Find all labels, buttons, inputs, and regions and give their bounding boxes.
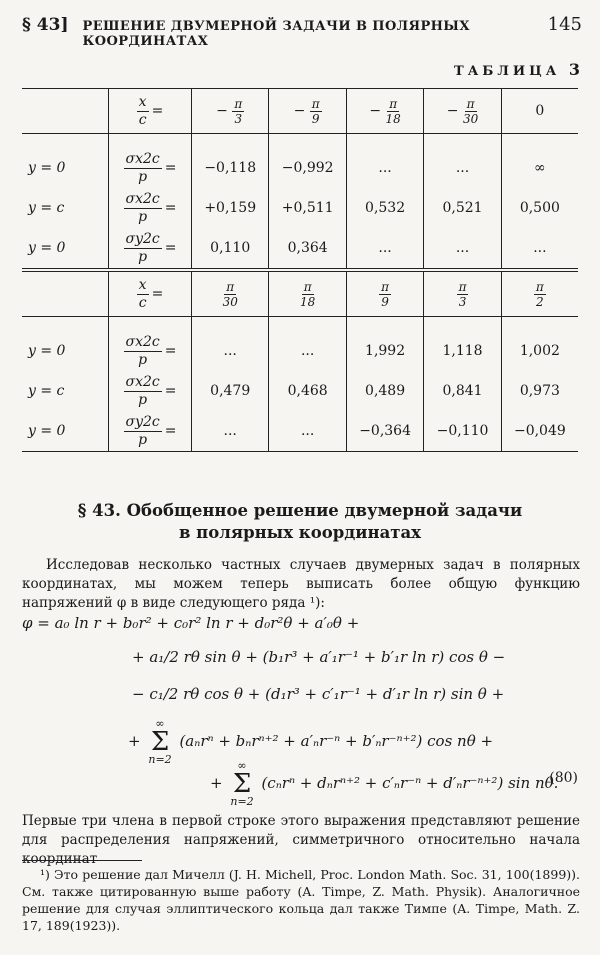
row-ratio-label: $\frac{\sigma x2c}{p}$ = <box>109 371 192 411</box>
stress-ratio-fraction: $\frac{\sigma y2c}{p}$ <box>125 413 160 448</box>
header-cell <box>501 89 578 134</box>
table-cell: 0,468 <box>269 371 346 411</box>
table-cell: ... <box>424 148 501 188</box>
equation-line-5: (cₙrⁿ + dₙrⁿ⁺² + c′ₙr⁻ⁿ + d′ₙr⁻ⁿ⁺²) sin nθ. <box>261 774 559 792</box>
paragraph-body: Первые три члена в первой строке этого выражения представляют решение для распределения напряжений, симметричного относительно начала координат <box>22 813 580 867</box>
equation-line-1: φ = a₀ ln r + b₀r² + c₀r² ln r + d₀r²θ + a′₀θ + <box>22 614 360 632</box>
table-cell: −0,364 <box>346 411 423 452</box>
column-header-value <box>379 279 391 309</box>
column-fraction: $\frac{\pi}{30}$ <box>222 279 238 309</box>
stress-ratio-fraction: $\frac{\sigma x2c}{p}$ <box>125 373 160 408</box>
table-row <box>22 371 578 411</box>
table-spacer-row <box>22 317 578 332</box>
section-title-line2: в полярных координатах <box>178 523 422 542</box>
table-cell: ... <box>346 148 423 188</box>
row-y-label: y = 0 <box>28 160 66 176</box>
footnote-rule <box>22 860 142 861</box>
equation-line-3: − c₁/2 rθ cos θ + (d₁r³ + c′₁r⁻¹ + d′₁r ln r) sin θ + <box>132 685 505 703</box>
table-cell: 0,364 <box>269 228 346 270</box>
table-cell: ... <box>192 411 269 452</box>
header-title: РЕШЕНИЕ ДВУМЕРНОЙ ЗАДАЧИ В ПОЛЯРНЫХ КООРДИНАТАХ <box>82 19 470 49</box>
column-header-value: − $\frac{\pi}{30}$ <box>446 96 479 126</box>
table-cell: −0,049 <box>501 411 578 452</box>
sum-symbol-1: ∞ Σ n=2 <box>148 717 172 766</box>
table-cell: ∞ <box>501 148 578 188</box>
table-cell: −0,110 <box>424 411 501 452</box>
table-cell: ... <box>424 228 501 270</box>
table-row <box>22 148 578 188</box>
row-ratio-label: $\frac{\sigma x2c}{p}$ = <box>109 331 192 371</box>
table-row <box>22 411 578 452</box>
stress-ratio-fraction: $\frac{\sigma x2c}{p}$ <box>125 333 160 368</box>
row-ratio-label: $\frac{\sigma x2c}{p}$ = <box>109 148 192 188</box>
page-number: 145 <box>547 14 582 35</box>
header-ratio-cell: $\frac{x}{c}$ = <box>109 270 192 317</box>
row-y-label: y = 0 <box>28 343 66 359</box>
column-fraction: $\frac{\pi}{18}$ <box>300 279 316 309</box>
page-header <box>22 14 582 49</box>
table-row <box>22 188 578 228</box>
row-ratio-label: $\frac{\sigma x2c}{p}$ = <box>109 188 192 228</box>
table-cell: ... <box>346 228 423 270</box>
stress-ratio-fraction: $\frac{\sigma y2c}{p}$ <box>125 230 160 265</box>
table-cell: 0,841 <box>424 371 501 411</box>
header-empty-cell <box>22 89 109 134</box>
table-word: ТАБЛИЦА <box>454 64 561 79</box>
column-header-value: − $\frac{\pi}{18}$ <box>369 96 401 126</box>
section-title-line1: § 43. Обобщенное решение двумерной задачи <box>77 501 523 520</box>
sum-symbol-2: ∞ Σ n=2 <box>230 759 254 808</box>
table-cell: +0,159 <box>192 188 269 228</box>
table-header-row <box>22 89 578 134</box>
column-header-value <box>457 279 469 309</box>
table-cell: 0,479 <box>192 371 269 411</box>
header-empty-cell <box>22 270 109 317</box>
row-y-label: y = c <box>28 200 65 216</box>
paragraph-intro: Исследовав несколько частных случаев двумерных задач в полярных координатах, мы можем теперь выписать более общую функцию напряжений φ в виде следующего ряда ¹): <box>22 557 580 611</box>
table-row <box>22 331 578 371</box>
equation-line-5-wrap: + ∞ Σ n=2 (cₙrⁿ + dₙrⁿ⁺² + c′ₙr⁻ⁿ + d′ₙr⁻ⁿ⁺²) sin nθ. <box>210 759 559 808</box>
table-cell: +0,511 <box>269 188 346 228</box>
equation-number: (80) <box>549 770 578 786</box>
column-header-value: − $\frac{\pi}{9}$ <box>293 96 320 126</box>
column-header-value <box>222 279 238 309</box>
table-cell: 0,973 <box>501 371 578 411</box>
section-title <box>0 500 600 544</box>
equation-line-2: + a₁/2 rθ sin θ + (b₁r³ + a′₁r⁻¹ + b′₁r ln r) cos θ − <box>132 648 506 666</box>
table-cell: 0,532 <box>346 188 423 228</box>
column-fraction: $\frac{\pi}{3}$ <box>458 279 467 309</box>
header-cell <box>192 89 269 134</box>
column-header-value <box>534 279 546 309</box>
equation-line-4-wrap: + ∞ Σ n=2 (aₙrⁿ + bₙrⁿ⁺² + a′ₙr⁻ⁿ + b′ₙr⁻ⁿ⁺²) cos nθ + <box>128 717 494 766</box>
header-section: § 43] <box>22 15 69 35</box>
data-table <box>22 88 578 452</box>
header-ratio-cell: $\frac{x}{c}$ = <box>109 89 192 134</box>
table-cell: ... <box>192 331 269 371</box>
stress-ratio-fraction: $\frac{\sigma x2c}{p}$ <box>125 190 160 225</box>
header-cell <box>346 89 423 134</box>
x-over-c-fraction: $\frac{x}{c}$ <box>138 93 147 128</box>
table-caption <box>454 60 580 79</box>
row-ratio-label: $\frac{\sigma y2c}{p}$ = <box>109 411 192 452</box>
column-fraction: $\frac{\pi}{18}$ <box>385 96 401 126</box>
table-cell: 0,489 <box>346 371 423 411</box>
table-number: 3 <box>568 60 580 79</box>
column-fraction: $\frac{\pi}{9}$ <box>311 96 320 126</box>
column-header-value: 0 <box>535 103 545 119</box>
table-cell: 0,521 <box>424 188 501 228</box>
table-cell: −0,992 <box>269 148 346 188</box>
stress-ratio-fraction: $\frac{\sigma x2c}{p}$ <box>125 150 160 185</box>
table-cell: 1,118 <box>424 331 501 371</box>
column-fraction: $\frac{\pi}{30}$ <box>462 96 479 126</box>
row-ratio-label: $\frac{\sigma y2c}{p}$ = <box>109 228 192 270</box>
header-cell <box>346 270 423 317</box>
header-cell <box>269 89 346 134</box>
column-fraction: $\frac{\pi}{2}$ <box>535 279 544 309</box>
column-fraction: $\frac{\pi}{9}$ <box>381 279 390 309</box>
header-cell <box>501 270 578 317</box>
x-over-c-fraction: $\frac{x}{c}$ <box>138 276 147 311</box>
row-y-label: y = c <box>28 383 65 399</box>
table-cell: 0,500 <box>501 188 578 228</box>
table-cell: 0,110 <box>192 228 269 270</box>
table-cell: ... <box>269 411 346 452</box>
column-header-value <box>300 279 316 309</box>
footnote: ¹) Это решение дал Мичелл (J. H. Michell, Proc. London Math. Soc. 31, 100(1899)). См. также цитированную выше работу (A. Timpe, Z. Math. Physik). Аналогичное решение для случая эллиптического кольца дал также Тимпе (A. Timpe, Math. Z. 17, 189(1923)). <box>22 867 580 933</box>
header-cell <box>424 89 501 134</box>
header-cell <box>192 270 269 317</box>
table-cell: 1,002 <box>501 331 578 371</box>
header-cell <box>424 270 501 317</box>
row-y-label: y = 0 <box>22 411 109 452</box>
equation-line-4: (aₙrⁿ + bₙrⁿ⁺² + a′ₙr⁻ⁿ + b′ₙr⁻ⁿ⁺²) cos nθ + <box>179 732 494 750</box>
row-y-label: y = 0 <box>22 228 109 270</box>
table-spacer-row <box>22 134 578 149</box>
table-cell: ... <box>501 228 578 270</box>
table-header-row <box>22 270 578 317</box>
column-header-value: − $\frac{\pi}{3}$ <box>216 96 243 126</box>
table-cell: 1,992 <box>346 331 423 371</box>
table-cell: −0,118 <box>192 148 269 188</box>
header-cell <box>269 270 346 317</box>
column-fraction: $\frac{\pi}{3}$ <box>234 96 243 126</box>
table-row <box>22 228 578 270</box>
table-cell: ... <box>269 331 346 371</box>
